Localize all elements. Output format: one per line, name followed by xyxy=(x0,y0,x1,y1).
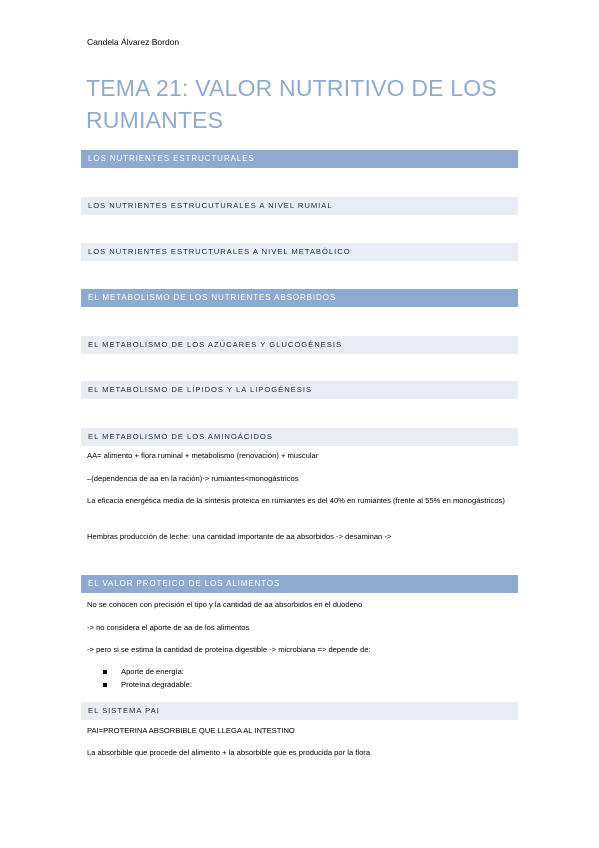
author-name: Candela Álvarez Bordon xyxy=(87,37,180,47)
section-heading-nutrientes-estructurales: LOS NUTRIENTES ESTRUCTURALES xyxy=(81,150,518,168)
paragraph-vp-1: No se conocen con precisión el tipo y la cantidad de aa absorbidos en el duodeno xyxy=(87,600,363,609)
subheading-lipidos: EL METABOLISMO DE LÍPIDOS Y LA LIPOGÉNESIS xyxy=(81,381,518,399)
paragraph-vp-2: -> no considera el aporte de aa de los alimentos xyxy=(87,623,250,632)
list-item: Proteína degradable: xyxy=(100,678,192,691)
section-heading-metabolismo: EL METABOLISMO DE LOS NUTRIENTES ABSORBIDOS xyxy=(81,289,518,307)
paragraph-aa-3: La eficacia energética media de la síntesis proteica en rumiantes es del 40% en rumiantes (frente al 55% en monogástricos) xyxy=(87,496,505,505)
bullet-list xyxy=(100,665,192,691)
section-heading-valor-proteico: EL VALOR PROTEICO DE LOS ALIMENTOS xyxy=(81,575,518,593)
paragraph-aa-4: Hembras producción de leche: una cantidad importante de aa absorbidos -> desaminan -> xyxy=(87,532,392,541)
paragraph-vp-3: -> pero si se estima la cantidad de proteína digestible -> microbiana => depende de: xyxy=(87,645,371,654)
paragraph-pai-1: PAI=PROTERINA ABSORBIBLE QUE LLEGA AL INTESTINO xyxy=(87,726,295,735)
paragraph-pai-2: La absorbible que procede del alimento + la absorbible que es producida por la flora xyxy=(87,748,371,757)
subheading-aminoacidos: EL METABOLISMO DE LOS AMINOÁCIDOS xyxy=(81,428,518,446)
paragraph-aa-2: –(dependencia de aa en la ración)-> rumiantes<monogástricos xyxy=(87,474,299,483)
subheading-sistema-pai: EL SISTEMA PAI xyxy=(81,702,518,720)
paragraph-aa-1: AA= alimento + flora ruminal + metabolismo (renovación) + muscular xyxy=(87,451,319,460)
page-title: TEMA 21: VALOR NUTRITIVO DE LOS RUMIANTES xyxy=(86,75,497,133)
bullet-icon xyxy=(103,670,107,674)
list-item: Aporte de energía: xyxy=(100,665,192,678)
subheading-nivel-rumial: LOS NUTRIENTES ESTRUCUTURALES A NIVEL RUMIAL xyxy=(81,197,518,215)
subheading-nivel-metabolico: LOS NUTRIENTES ESTRUCTURALES A NIVEL METABÓLICO xyxy=(81,243,518,261)
bullet-icon xyxy=(103,683,107,687)
subheading-azucares: EL METABOLISMO DE LOS AZÚCARES Y GLUCOGÉNESIS xyxy=(81,336,518,354)
